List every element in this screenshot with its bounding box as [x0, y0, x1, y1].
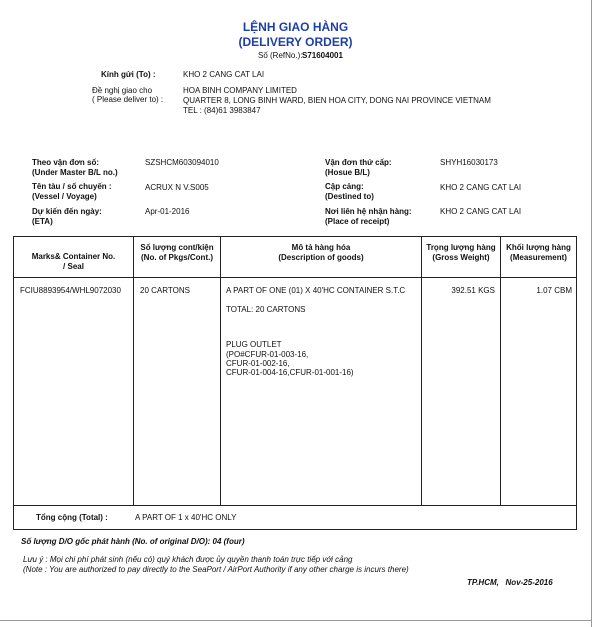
to-value: KHO 2 CANG CAT LAI [183, 70, 265, 79]
deliver-label-en: ( Please deliver to) : [92, 95, 164, 104]
eta-label-en: (ETA) [32, 217, 53, 226]
goods-table [13, 236, 577, 530]
header-marks [14, 252, 133, 272]
master-bl-label-vn: Theo vận đơn số: [32, 158, 100, 167]
cell-desc-line4: (PO#CFUR-01-003-16, [226, 350, 309, 359]
cell-desc-line2: TOTAL: 20 CARTONS [226, 305, 306, 314]
consignee-address: QUARTER 8, LONG BINH WARD, BIEN HOA CITY, DONG NAI PROVINCE VIETNAM [183, 96, 491, 105]
table-header-divider [13, 277, 577, 278]
header-gross-line2: (Gross Weight) [432, 253, 490, 262]
total-value: A PART OF 1 x 40'HC ONLY [135, 513, 237, 522]
vessel-label-en: (Vessel / Voyage) [32, 192, 97, 201]
vessel-value: ACRUX N V.S005 [145, 183, 209, 192]
master-bl-value: SZSHCM603094010 [145, 158, 219, 167]
header-pkgs [134, 243, 220, 263]
header-gross-weight [422, 243, 500, 263]
ref-label: Số (RefNo.): [258, 51, 303, 60]
header-marks-line2: / Seal [63, 262, 84, 271]
to-label: Kính gửi (To) : [101, 70, 156, 79]
vessel-label-vn: Tên tàu / số chuyến : [32, 182, 112, 191]
cell-desc-line5: CFUR-01-002-16, [226, 359, 290, 368]
header-pkgs-line1: Số lượng cont/kiện [140, 243, 214, 252]
cell-measurement: 1.07 CBM [536, 286, 572, 295]
destined-label-vn: Cập cảng: [325, 182, 364, 191]
deliver-label-vn: Đề nghị giao cho [92, 86, 153, 95]
header-meas-line2: (Measurement) [510, 253, 567, 262]
header-measurement [501, 243, 576, 263]
destined-value: KHO 2 CANG CAT LAI [440, 183, 522, 192]
table-total-divider [13, 505, 577, 506]
consignee-company: HOA BINH COMPANY LIMITED [183, 86, 297, 95]
cell-marks: FCIU8893954/WHL9072030 [20, 286, 121, 295]
header-pkgs-line2: (No. of Pkgs/Cont.) [141, 253, 213, 262]
document-title-en: (DELIVERY ORDER) [238, 35, 353, 49]
header-marks-line1: Marks& Container No. [31, 252, 116, 261]
page-edge-right [591, 0, 592, 627]
receipt-label-en: (Place of receipt) [325, 217, 390, 226]
house-bl-label-vn: Vận đơn thứ cấp: [325, 158, 392, 167]
cell-desc-line3: PLUG OUTLET [226, 340, 282, 349]
cell-desc-line1: A PART OF ONE (01) X 40'HC CONTAINER S.T.C [226, 286, 406, 295]
receipt-value: KHO 2 CANG CAT LAI [440, 207, 522, 216]
destined-label-en: (Destined to) [325, 192, 374, 201]
note-vn: Lưu ý : Mọi chi phí phát sinh (nếu có) quý khách được ủy quyền thanh toán trực tiếp với cảng [23, 555, 353, 564]
cell-pkgs: 20 CARTONS [140, 286, 190, 295]
header-desc-line2: (Description of goods) [278, 253, 364, 262]
header-description [221, 243, 421, 263]
place-date: TP.HCM, Nov-25-2016 [467, 578, 553, 587]
eta-value: Apr-01-2016 [145, 207, 190, 216]
original-count: Số lượng D/O gốc phát hành (No. of original D/O): 04 (four) [21, 537, 245, 546]
receipt-label-vn: Nơi liên hệ nhận hàng: [325, 207, 412, 216]
house-bl-label-en: (Hosue B/L) [325, 168, 370, 177]
total-label: Tổng cộng (Total) : [36, 513, 108, 522]
header-meas-line1: Khối lượng hàng [506, 243, 571, 252]
header-gross-line1: Trọng lượng hàng [426, 243, 496, 252]
document-title: LỆNH GIAO HÀNG [242, 20, 349, 34]
ref-value: S71604001 [302, 51, 343, 60]
house-bl-value: SHYH16030173 [440, 158, 498, 167]
header-desc-line1: Mô tả hàng hóa [291, 243, 351, 252]
eta-label-vn: Dự kiến đến ngày: [32, 207, 102, 216]
note-en: (Note : You are authorized to pay directly to the SeaPort / AirPort Authority if any other charge is incurs there) [23, 565, 409, 574]
cell-gross-weight: 392.51 KGS [451, 286, 495, 295]
cell-desc-line6: CFUR-01-004-16,CFUR-01-001-16) [226, 368, 354, 377]
consignee-tel: TEL : (84)61 3983847 [183, 106, 261, 115]
page-edge-bottom [0, 620, 592, 621]
master-bl-label-en: (Under Master B/L no.) [32, 168, 118, 177]
